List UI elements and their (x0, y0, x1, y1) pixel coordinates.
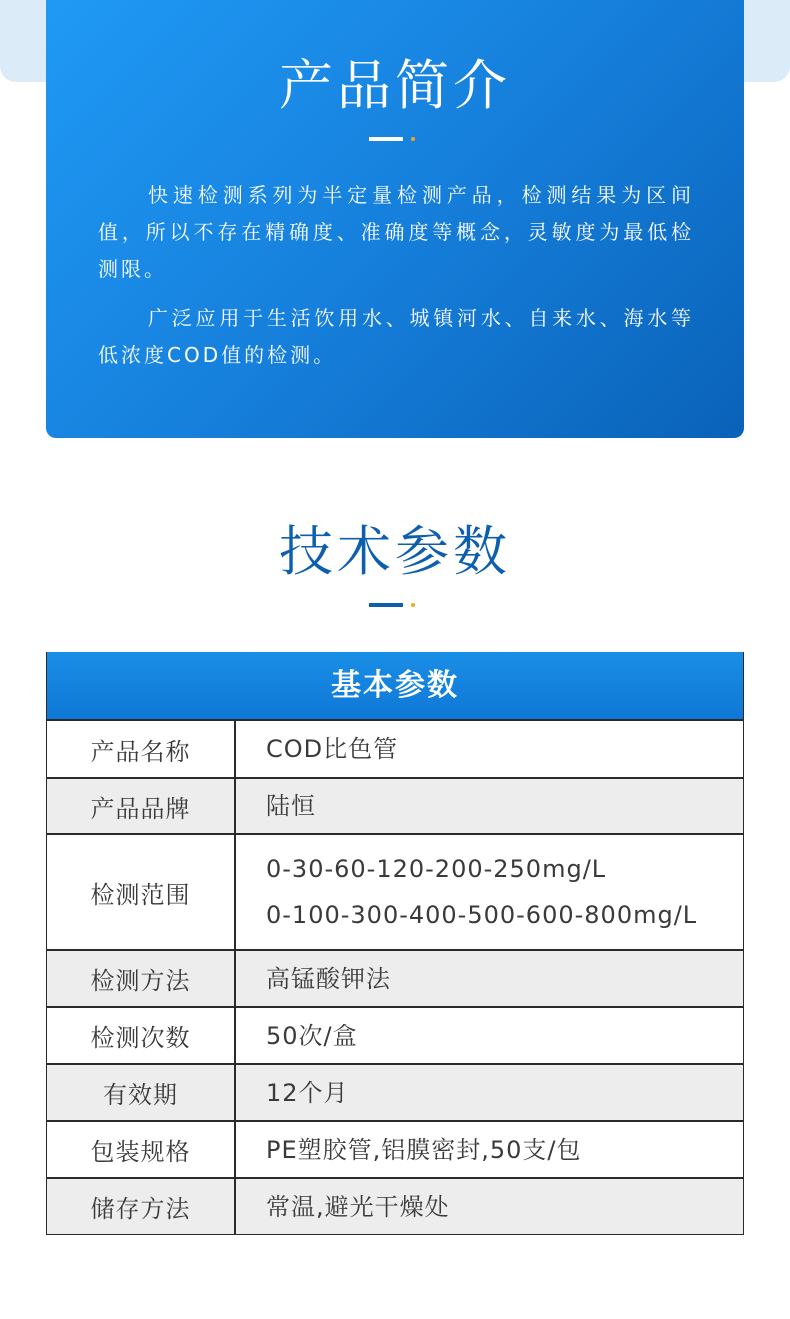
row-label: 产品品牌 (47, 779, 236, 833)
row-label: 储存方法 (47, 1179, 236, 1234)
row-value: 0-30-60-120-200-250mg/L 0-100-300-400-500-600-800mg/L (266, 855, 698, 929)
row-value: COD比色管 (266, 735, 399, 763)
table-row (47, 1063, 743, 1120)
table-row (47, 1120, 743, 1177)
tech-params-title: 技术参数 (279, 520, 511, 583)
table-row (47, 777, 743, 833)
row-label: 有效期 (47, 1065, 236, 1120)
row-value: 高锰酸钾法 (266, 964, 391, 993)
row-value: 50次/盒 (266, 1021, 358, 1050)
row-label: 检测次数 (47, 1008, 236, 1063)
table-header: 基本参数 (47, 652, 743, 719)
product-intro-card (46, 0, 744, 438)
row-label: 检测方法 (47, 951, 236, 1006)
row-value: PE塑胶管,铝膜密封,50支/包 (266, 1135, 582, 1164)
table-row (47, 833, 743, 949)
row-label: 包装规格 (47, 1122, 236, 1177)
row-value: 12个月 (266, 1078, 349, 1107)
table-row (47, 719, 743, 777)
intro-paragraph-1: 快速检测系列为半定量检测产品，检测结果为区间值，所以不存在精确度、准确度等概念，灵敏度为最低检测限。 (98, 183, 694, 281)
table-row (47, 1006, 743, 1063)
row-label: 检测范围 (47, 835, 236, 949)
intro-title: 产品简介 (279, 54, 511, 117)
row-value: 陆恒 (266, 792, 316, 820)
intro-title-divider (369, 137, 415, 141)
tech-title-divider (369, 603, 415, 607)
intro-paragraph-2: 广泛应用于生活饮用水、城镇河水、自来水、海水等低浓度COD值的检测。 (98, 306, 694, 367)
row-value: 常温,避光干燥处 (266, 1192, 450, 1221)
table-row (47, 949, 743, 1006)
row-label: 产品名称 (47, 721, 236, 777)
params-table (46, 652, 744, 1235)
table-row (47, 1177, 743, 1234)
